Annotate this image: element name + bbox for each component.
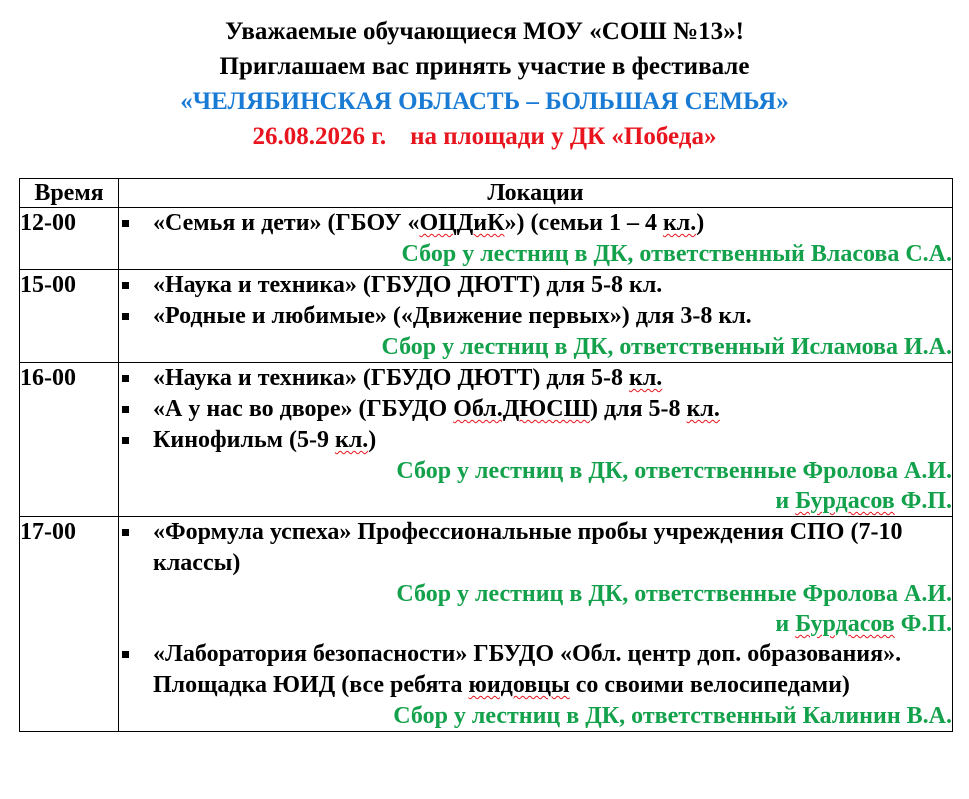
event-place: на площади у ДК «Победа»	[410, 123, 717, 150]
gathering-note: Сбор у лестниц в ДК, ответственные Фролова А.И.	[396, 458, 952, 484]
gathering-note-continued: и Бурдасов Ф.П.	[775, 611, 952, 637]
column-header-locations: Локации	[119, 179, 953, 208]
bullet-icon	[122, 651, 129, 658]
gathering-note: Сбор у лестниц в ДК, ответственный Исламова И.А.	[381, 334, 952, 360]
gathering-note: Сбор у лестниц в ДК, ответственный Власова С.А.	[401, 241, 952, 267]
locations-cell	[119, 363, 953, 517]
invitation-line: Приглашаем вас принять участие в фестивале	[219, 53, 750, 80]
gathering-note: Сбор у лестниц в ДК, ответственные Фролова А.И.	[396, 581, 952, 607]
bullet-icon	[122, 406, 129, 413]
table-header-row	[20, 179, 953, 208]
table-row	[20, 363, 953, 517]
festival-title: «ЧЕЛЯБИНСКАЯ ОБЛАСТЬ – БОЛЬШАЯ СЕМЬЯ»	[180, 88, 789, 115]
time-cell: 17-00	[20, 517, 119, 732]
bullet-icon	[122, 220, 129, 227]
bullet-icon	[122, 282, 129, 289]
date-place-line	[0, 119, 969, 154]
list-item: «Формула успеха» Профессиональные пробы учреждения СПО (7-10 классы)	[119, 517, 952, 579]
list-item: «Лаборатория безопасности» ГБУДО «Обл. центр доп. образования». Площадка ЮИД (все ребята юидовцы со своими велосипедами)	[119, 639, 952, 701]
list-item: «А у нас во дворе» (ГБУДО Обл.ДЮСШ) для 5-8 кл.	[119, 394, 952, 425]
bullet-icon	[122, 375, 129, 382]
column-header-time: Время	[20, 179, 119, 208]
location-list	[119, 363, 952, 456]
locations-cell	[119, 270, 953, 363]
list-item: «Семья и дети» (ГБОУ «ОЦДиК») (семьи 1 – 4 кл.)	[119, 208, 952, 239]
table-row	[20, 517, 953, 732]
locations-cell	[119, 517, 953, 732]
gathering-note: Сбор у лестниц в ДК, ответственный Калинин В.А.	[393, 703, 952, 729]
list-item: «Родные и любимые» («Движение первых») для 3-8 кл.	[119, 301, 952, 332]
bullet-icon	[122, 313, 129, 320]
location-list	[119, 639, 952, 701]
greeting-line: Уважаемые обучающиеся МОУ «СОШ №13»!	[225, 18, 744, 45]
location-list	[119, 270, 952, 332]
bullet-icon	[122, 529, 129, 536]
list-item: «Наука и техника» (ГБУДО ДЮТТ) для 5-8 кл.	[119, 363, 952, 394]
schedule-table	[19, 178, 953, 732]
table-row	[20, 208, 953, 270]
list-item: Кинофильм (5-9 кл.)	[119, 425, 952, 456]
location-list	[119, 517, 952, 579]
invitation-header	[0, 14, 969, 154]
gathering-note-continued: и Бурдасов Ф.П.	[775, 488, 952, 514]
event-date: 26.08.2026 г.	[252, 123, 387, 150]
time-cell: 15-00	[20, 270, 119, 363]
location-list	[119, 208, 952, 239]
locations-cell	[119, 208, 953, 270]
time-cell: 16-00	[20, 363, 119, 517]
time-cell: 12-00	[20, 208, 119, 270]
list-item: «Наука и техника» (ГБУДО ДЮТТ) для 5-8 кл.	[119, 270, 952, 301]
table-row	[20, 270, 953, 363]
bullet-icon	[122, 437, 129, 444]
